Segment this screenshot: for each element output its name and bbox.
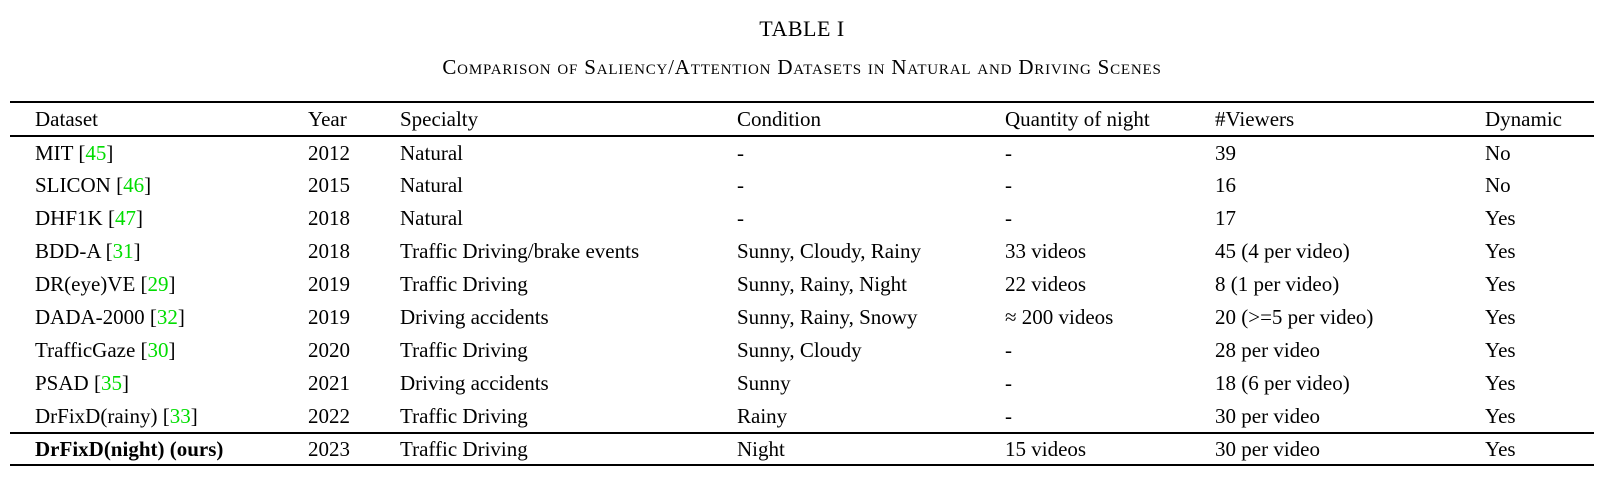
cell-condition: Sunny, Rainy, Night	[737, 272, 907, 296]
column-header-quantity-of-night: Quantity of night	[1005, 106, 1150, 131]
column-header-specialty: Specialty	[400, 106, 479, 131]
cell-year: 2018	[308, 206, 350, 230]
cell-condition: -	[737, 140, 744, 165]
cell-specialty: Traffic Driving	[400, 403, 528, 428]
cell-year: 2019	[308, 305, 350, 329]
table-row	[10, 433, 1594, 465]
cell-dynamic: No	[1485, 173, 1511, 197]
cell-condition: Sunny, Cloudy	[737, 338, 862, 362]
cell-quantity-of-night: -	[1005, 371, 1012, 395]
dataset-name: PSAD	[35, 371, 89, 395]
cell-dynamic: Yes	[1485, 305, 1516, 329]
cell-viewers: 16	[1215, 173, 1236, 197]
cell-dynamic: Yes	[1485, 403, 1516, 428]
citation-link[interactable]: 45	[85, 140, 107, 165]
cell-specialty: Driving accidents	[400, 371, 549, 395]
cell-viewers: 17	[1215, 206, 1236, 230]
cell-quantity-of-night: -	[1005, 403, 1012, 428]
cell-year: 2015	[308, 173, 350, 197]
table-row	[10, 169, 1594, 202]
datasets-comparison-table	[10, 101, 1594, 466]
dataset-name: DR(eye)VE	[35, 272, 136, 296]
cell-quantity-of-night: -	[1005, 140, 1012, 165]
cell-viewers: 8 (1 per video)	[1215, 272, 1340, 296]
cell-dynamic: Yes	[1485, 239, 1516, 263]
cell-dataset: MIT [45]	[35, 140, 114, 165]
table-row	[10, 136, 1594, 169]
cell-year: 2022	[308, 403, 350, 428]
cell-quantity-of-night: ≈ 200 videos	[1005, 305, 1114, 329]
table-row	[10, 400, 1594, 433]
cell-specialty: Traffic Driving	[400, 436, 528, 461]
column-header-viewers: #Viewers	[1215, 106, 1295, 131]
citation-link[interactable]: 47	[114, 206, 136, 230]
cell-specialty: Driving accidents	[400, 305, 549, 329]
dataset-name: MIT	[35, 140, 74, 165]
citation-link[interactable]: 29	[147, 272, 169, 296]
dataset-name: DADA-2000	[35, 305, 145, 329]
table-row	[10, 301, 1594, 334]
citation-link[interactable]: 46	[123, 173, 145, 197]
citation-link[interactable]: 35	[100, 371, 122, 395]
cell-year: 2023	[308, 436, 350, 461]
cell-viewers: 45 (4 per video)	[1215, 239, 1350, 263]
cell-dynamic: Yes	[1485, 371, 1516, 395]
column-header-dynamic: Dynamic	[1485, 106, 1562, 131]
header-row	[10, 102, 1594, 136]
cell-dynamic: Yes	[1485, 272, 1516, 296]
cell-dataset: DR(eye)VE [29]	[35, 272, 176, 296]
cell-year: 2019	[308, 272, 350, 296]
dataset-name: DHF1K	[35, 206, 103, 230]
cell-year: 2020	[308, 338, 350, 362]
cell-dataset: DHF1K [47]	[35, 206, 143, 230]
cell-dataset: TrafficGaze [30]	[35, 338, 176, 362]
cell-specialty: Traffic Driving	[400, 272, 528, 296]
cell-viewers: 30 per video	[1215, 403, 1320, 428]
dataset-name: TrafficGaze	[35, 338, 136, 362]
cell-year: 2012	[308, 140, 350, 165]
cell-dataset: PSAD [35]	[35, 371, 129, 395]
cell-quantity-of-night: -	[1005, 206, 1012, 230]
cell-dynamic: Yes	[1485, 206, 1516, 230]
cell-quantity-of-night: 33 videos	[1005, 239, 1087, 263]
dataset-name: DrFixD(rainy)	[35, 403, 158, 428]
cell-dynamic: Yes	[1485, 338, 1516, 362]
cell-condition: Night	[737, 436, 785, 461]
table-row	[10, 334, 1594, 367]
cell-year: 2018	[308, 239, 350, 263]
cell-condition: -	[737, 206, 744, 230]
table-row	[10, 367, 1594, 400]
cell-dataset: SLICON [46]	[35, 173, 152, 197]
cell-quantity-of-night: -	[1005, 338, 1012, 362]
cell-quantity-of-night: 15 videos	[1005, 436, 1087, 461]
dataset-name: BDD-A	[35, 239, 101, 263]
table-caption	[0, 0, 1604, 80]
cell-viewers: 30 per video	[1215, 436, 1320, 461]
cell-dynamic: Yes	[1485, 436, 1516, 461]
cell-year: 2021	[308, 371, 350, 395]
cell-dataset: DrFixD(rainy) [33]	[35, 403, 198, 428]
table-row	[10, 268, 1594, 301]
table-row	[10, 202, 1594, 235]
cell-viewers: 39	[1215, 140, 1236, 165]
cell-dataset	[10, 433, 308, 465]
cell-viewers: 18 (6 per video)	[1215, 371, 1350, 395]
cell-viewers: 28 per video	[1215, 338, 1320, 362]
citation-link[interactable]: 32	[156, 305, 178, 329]
cell-specialty: Natural	[400, 173, 463, 197]
cell-specialty: Natural	[400, 140, 463, 165]
table-subtitle: Comparison of Saliency/Attention Datasets in Natural and Driving Scenes	[442, 55, 1162, 79]
cell-dataset: BDD-A [31]	[35, 239, 141, 263]
cell-specialty: Traffic Driving	[400, 338, 528, 362]
column-header-year: Year	[308, 106, 347, 131]
column-header-condition: Condition	[737, 106, 822, 131]
cell-dataset: DADA-2000 [32]	[35, 305, 185, 329]
dataset-name: SLICON	[35, 173, 111, 197]
table-row	[10, 235, 1594, 268]
cell-condition: Rainy	[737, 403, 788, 428]
cell-dynamic: No	[1485, 140, 1511, 165]
cell-condition: -	[737, 173, 744, 197]
citation-link[interactable]: 33	[169, 403, 191, 428]
citation-link[interactable]: 30	[147, 338, 169, 362]
cell-condition: Sunny	[737, 371, 791, 395]
cell-specialty: Traffic Driving/brake events	[400, 239, 640, 263]
table-label: TABLE I	[759, 16, 845, 41]
cell-specialty: Natural	[400, 206, 463, 230]
cell-condition: Sunny, Cloudy, Rainy	[737, 239, 921, 263]
column-header-dataset: Dataset	[35, 106, 98, 131]
cell-condition: Sunny, Rainy, Snowy	[737, 305, 918, 329]
citation-link[interactable]: 31	[112, 239, 134, 263]
cell-viewers: 20 (>=5 per video)	[1215, 305, 1374, 329]
cell-quantity-of-night: -	[1005, 173, 1012, 197]
cell-quantity-of-night: 22 videos	[1005, 272, 1087, 296]
dataset-name: DrFixD(night) (ours)	[35, 436, 224, 461]
